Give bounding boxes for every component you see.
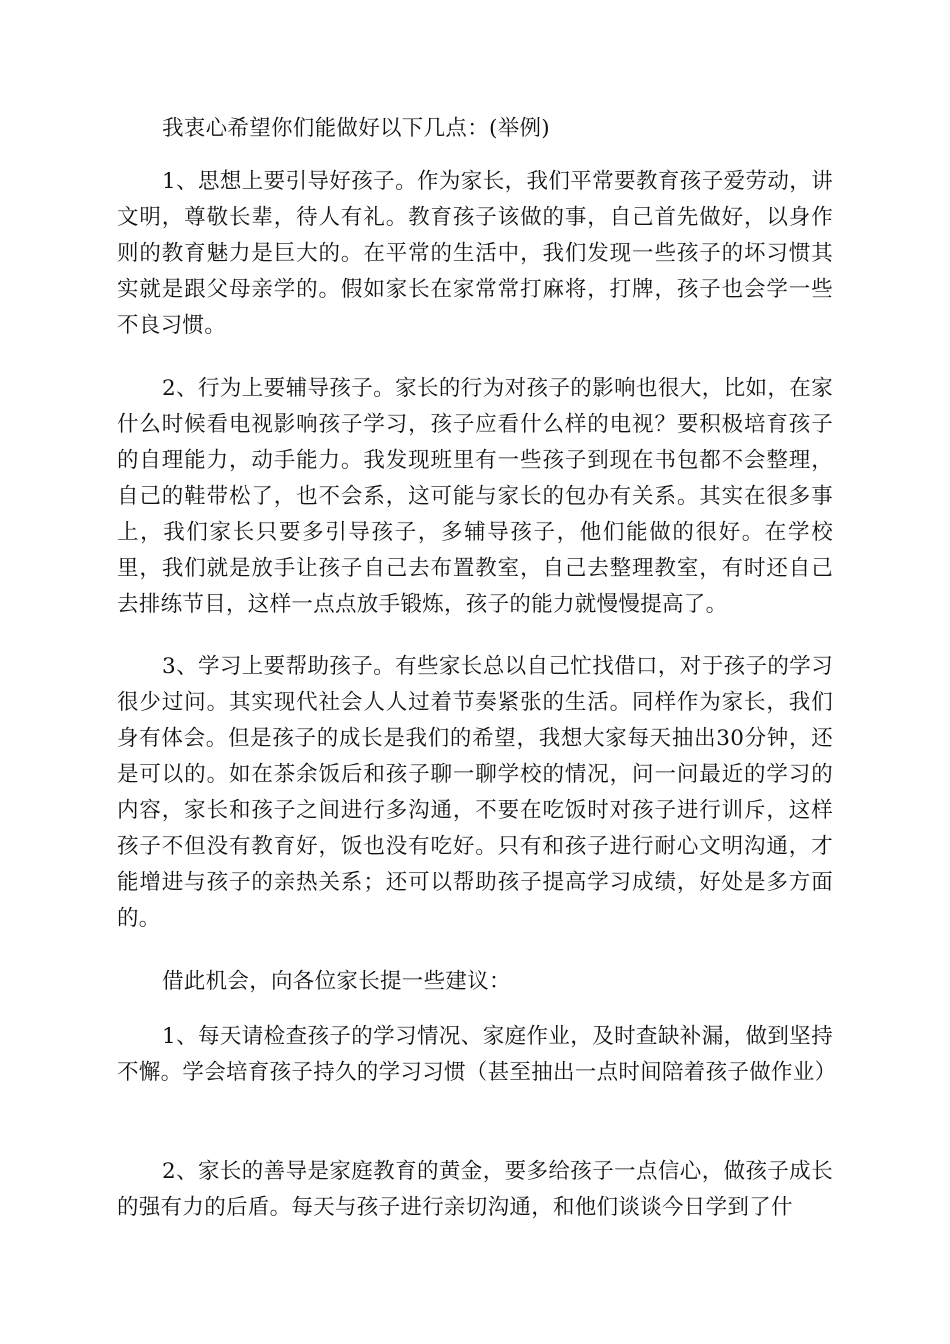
paragraph-point-3: 3、学习上要帮助孩子。有些家长总以自己忙找借口，对于孩子的学习很少过问。其实现代社会人人过着节奏紧张的生活。同样作为家长，我们身有体会。但是孩子的成长是我们的希望，我想大家每天抽出30分钟，还是可以的。如在茶余饭后和孩子聊一聊学校的情况，问一问最近的学习的内容，家长和孩子之间进行多沟通，不要在吃饭时对孩子进行训斥，这样孩子不但没有教育好，饭也没有吃好。只有和孩子进行耐心文明沟通，才能增进与孩子的亲热关系；还可以帮助孩子提高学习成绩，好处是多方面的。 [117, 654, 833, 931]
paragraph-suggestion-1: 1、每天请检查孩子的学习情况、家庭作业，及时查缺补漏，做到坚持不懈。学会培育孩子持久的学习习惯（甚至抽出一点时间陪着孩子做作业） [117, 1024, 837, 1085]
paragraph-point-2: 2、行为上要辅导孩子。家长的行为对孩子的影响也很大，比如，在家什么时候看电视影响孩子学习，孩子应看什么样的电视？要积极培育孩子的自理能力，动手能力。我发现班里有一些孩子到现在书包都不会整理，自己的鞋带松了，也不会系，这可能与家长的包办有关系。其实在很多事上，我们家长只要多引导孩子，多辅导孩子，他们能做的很好。在学校里，我们就是放手让孩子自己去布置教室，自己去整理教室，有时还自己去排练节目，这样一点点放手锻炼，孩子的能力就慢慢提高了。 [117, 376, 833, 617]
paragraph-point-1: 1、思想上要引导好孩子。作为家长，我们平常要教育孩子爱劳动，讲文明，尊敬长辈，待人有礼。教育孩子该做的事，自己首先做好，以身作则的教育魅力是巨大的。在平常的生活中，我们发现一些孩子的坏习惯其实就是跟父母亲学的。假如家长在家常常打麻将，打牌，孩子也会学一些不良习惯。 [117, 169, 833, 338]
suggestion-intro: 借此机会，向各位家长提一些建议： [162, 969, 511, 994]
intro-heading: 我衷心希望你们能做好以下几点：(举例) [162, 116, 550, 141]
paragraph-suggestion-2: 2、家长的善导是家庭教育的黄金，要多给孩子一点信心，做孩子成长的强有力的后盾。每天与孩子进行亲切沟通，和他们谈谈今日学到了什 [117, 1159, 833, 1220]
